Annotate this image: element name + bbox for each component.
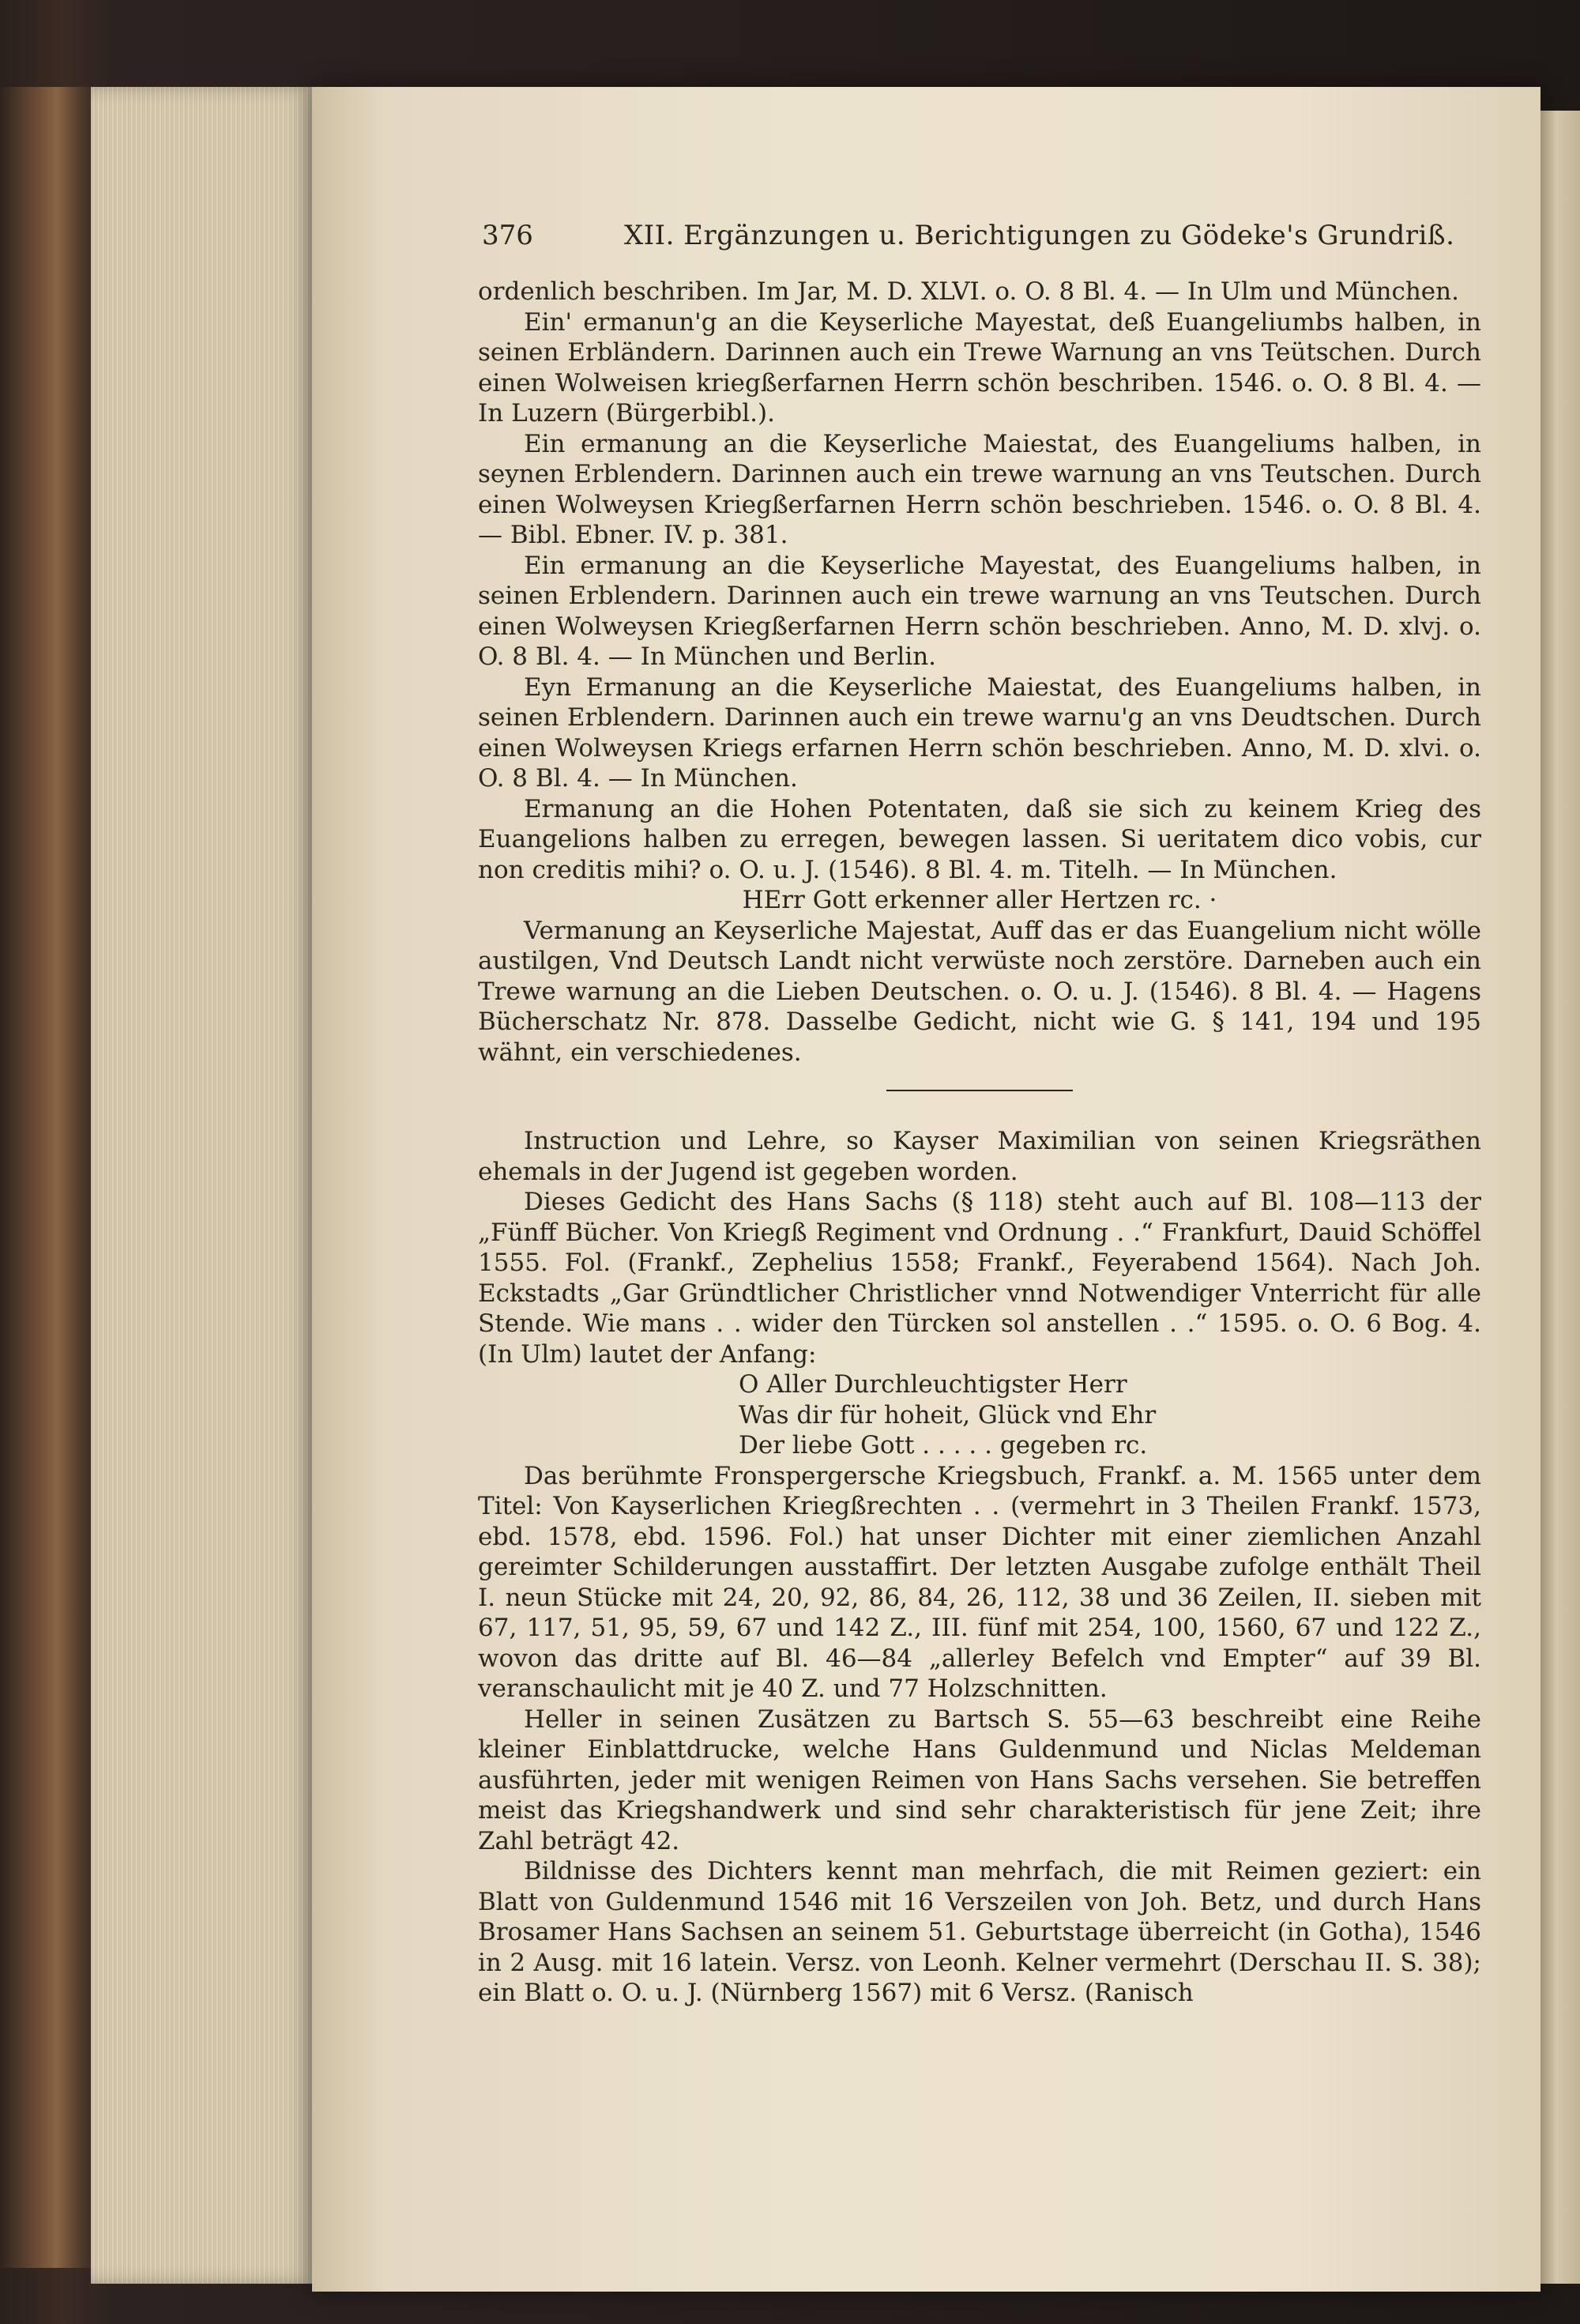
motto-line: HErr Gott erkenner aller Hertzen rc. ·	[742, 886, 1217, 914]
entry-paragraph: ordenlich beschriben. Im Jar, M. D. XLVI. o. O. 8 Bl. 4. — In Ulm und München.	[478, 277, 1459, 306]
section-title-paragraph: Instruction und Lehre, so Kayser Maximilian von seinen Kriegsräthen ehemals in der Jugend ist gegeben worden.	[478, 1127, 1481, 1186]
entry-paragraph: Ein ermanung an die Keyserliche Mayestat, des Euangeliums halben, in seinen Erblendern. Darinnen auch ein trewe warnung an vns Teutschen. Durch einen Wolweysen Kriegßerfarnen Herrn schön beschrieben. Anno, M. D. xlvj. o. O. 8 Bl. 4. — In München und Berlin.	[478, 551, 1481, 671]
body-paragraph: Bildnisse des Dichters kennt man mehrfach, die mit Reimen geziert: ein Blatt von Guldenmund 1546 mit 16 Verszeilen von Joh. Betz, und durch Hans Brosamer Hans Sachsen an seinem 51. Geburtstage überreicht (in Gotha), 1546 in 2 Ausg. mit 16 latein. Versz. von Leonh. Kelner vermehrt (Derschau II. S. 38); ein Blatt o. O. u. J. (Nürnberg 1567) mit 6 Versz. (Ranisch	[478, 1857, 1481, 2007]
verse-line: O Aller Durchleuchtigster Herr	[739, 1370, 1127, 1399]
verse-line: Der liebe Gott . . . . . gegeben rc.	[739, 1431, 1148, 1460]
facing-page-edge	[1540, 111, 1580, 2284]
section-divider	[886, 1090, 1073, 1091]
entry-paragraph: Ein' ermanun'g an die Keyserliche Mayestat, deß Euangeliumbs halben, in seinen Erbländern. Darinnen auch ein Trewe Warnung an vns Teütschen. Durch einen Wolweisen kriegßerfarnen Herrn schön beschriben. 1546. o. O. 8 Bl. 4. — In Luzern (Bürgerbibl.).	[478, 307, 1481, 428]
body-paragraph: Heller in seinen Zusätzen zu Bartsch S. 55—63 beschreibt eine Reihe kleiner Einblattdrucke, welche Hans Guldenmund und Niclas Meldeman ausführten, jeder mit wenigen Reimen von Hans Sachs versehen. Sie betreffen meist das Kriegshandwerk und sind sehr charakteristisch für jene Zeit; ihre Zahl beträgt 42.	[478, 1704, 1481, 1855]
body-paragraph: Dieses Gedicht des Hans Sachs (§ 118) steht auch auf Bl. 108—113 der „Fünff Bücher. Von Kriegß Regiment vnd Ordnung . .“ Frankfurt, Dauid Schöffel 1555. Fol. (Frankf., Zephelius 1558; Frankf., Feyerabend 1564). Nach Joh. Eckstadts „Gar Gründtlicher Christlicher vnnd Notwendiger Vnterricht für alle Stende. Wie mans . . wider den Türcken sol anstellen . .“ 1595. o. O. 6 Bog. 4. (In Ulm) lautet der Anfang:	[478, 1188, 1481, 1369]
page-number: 376	[482, 220, 533, 251]
running-title: XII. Ergänzungen u. Berichtigungen zu Gödeke's Grundriß.	[624, 220, 1455, 251]
page-edges	[91, 87, 320, 2284]
entry-paragraph: Ein ermanung an die Keyserliche Maiestat, des Euangeliums halben, in seynen Erblendern. Darinnen auch ein trewe warnung an vns Teutschen. Durch einen Wolweysen Kriegßerfarnen Herrn schön beschrieben. 1546. o. O. 8 Bl. 4. — Bibl. Ebner. IV. p. 381.	[478, 429, 1481, 549]
running-header	[482, 220, 1485, 259]
book-cover-edge	[0, 87, 103, 2268]
bibliography-block	[478, 277, 1481, 2009]
body-paragraph: Das berühmte Fronspergersche Kriegsbuch, Frankf. a. M. 1565 unter dem Titel: Von Kayserlichen Kriegßrechten . . (vermehrt in 3 Theilen Frankf. 1573, ebd. 1578, ebd. 1596. Fol.) hat unser Dichter mit einer ziemlichen Anzahl gereimter Schilderungen ausstaffirt. Der letzten Ausgabe zufolge enthält Theil I. neun Stücke mit 24, 20, 92, 86, 84, 26, 112, 38 und 36 Zeilen, II. sieben mit 67, 117, 51, 95, 59, 67 und 142 Z., III. fünf mit 254, 100, 1560, 67 und 122 Z., wovon das dritte auf Bl. 46—84 „allerley Befelch vnd Empter“ auf 39 Bl. veranschaulicht mit je 40 Z. und 77 Holzschnitten.	[478, 1461, 1481, 1703]
entry-paragraph: Ermanung an die Hohen Potentaten, daß sie sich zu keinem Krieg des Euangelions halben zu erregen, bewegen lassen. Si ueritatem dico vobis, cur non creditis mihi? o. O. u. J. (1546). 8 Bl. 4. m. Titelh. — In München.	[478, 794, 1481, 884]
entry-paragraph: Vermanung an Keyserliche Majestat, Auff das er das Euangelium nicht wölle austilgen, Vnd Deutsch Landt nicht verwüste noch zerstöre. Darneben auch ein Trewe warnung an die Lieben Deutschen. o. O. u. J. (1546). 8 Bl. 4. — Hagens Bücherschatz Nr. 878. Dasselbe Gedicht, nicht wie G. § 141, 194 und 195 wähnt, ein verschiedenes.	[478, 916, 1481, 1067]
verse-line: Was dir für hoheit, Glück vnd Ehr	[739, 1400, 1157, 1429]
entry-paragraph: Eyn Ermanung an die Keyserliche Maiestat, des Euangeliums halben, in seinen Erblendern. Darinnen auch ein trewe warnu'g an vns Deudtschen. Durch einen Wolweysen Kriegs erfarnen Herrn schön beschrieben. Anno, M. D. xlvi. o. O. 8 Bl. 4. — In München.	[478, 672, 1481, 793]
